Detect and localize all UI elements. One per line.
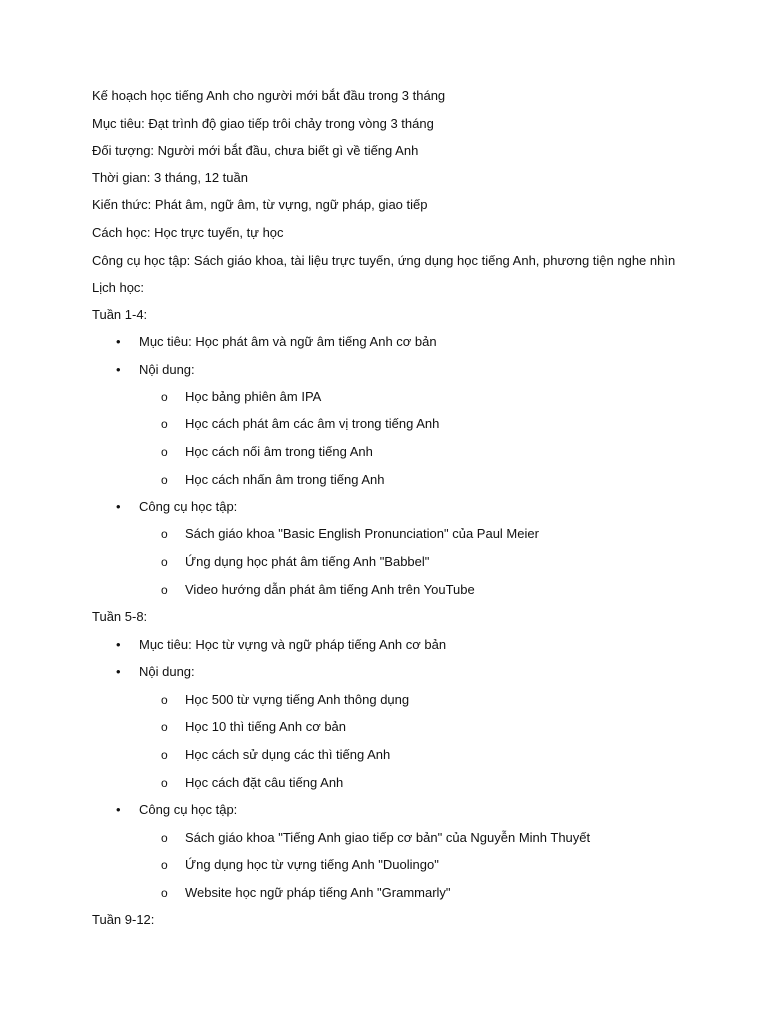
schedule-label: Lịch học: xyxy=(92,280,145,295)
list-item: Sách giáo khoa "Tiếng Anh giao tiếp cơ bản" của Nguyễn Minh Thuyết xyxy=(185,830,591,845)
sub-bullet-marker: o xyxy=(161,390,168,404)
sub-bullet-marker: o xyxy=(161,831,168,845)
sub-bullet-marker: o xyxy=(161,473,168,487)
duration-line: Thời gian: 3 tháng, 12 tuần xyxy=(92,170,248,185)
list-item: Học bảng phiên âm IPA xyxy=(185,389,322,404)
week-9-12-title: Tuần 9-12: xyxy=(92,912,155,927)
list-item: Học cách nối âm trong tiếng Anh xyxy=(185,444,373,459)
bullet-marker: • xyxy=(116,334,121,349)
goal-line: Mục tiêu: Đạt trình độ giao tiếp trôi chảy trong vòng 3 tháng xyxy=(92,116,434,131)
sub-bullet-marker: o xyxy=(161,886,168,900)
list-item: Ứng dụng học phát âm tiếng Anh "Babbel" xyxy=(185,554,430,569)
sub-bullet-marker: o xyxy=(161,776,168,790)
week-1-4-tools-label: Công cụ học tập: xyxy=(139,499,238,514)
list-item: Video hướng dẫn phát âm tiếng Anh trên YouTube xyxy=(185,582,475,597)
sub-bullet-marker: o xyxy=(161,583,168,597)
sub-bullet-marker: o xyxy=(161,693,168,707)
audience-line: Đối tượng: Người mới bắt đầu, chưa biết gì về tiếng Anh xyxy=(92,143,419,158)
week-1-4-content-label: Nội dung: xyxy=(139,362,195,377)
week-1-4-goal: Mục tiêu: Học phát âm và ngữ âm tiếng Anh cơ bản xyxy=(139,334,437,349)
list-item: Ứng dụng học từ vựng tiếng Anh "Duolingo" xyxy=(185,857,439,872)
sub-bullet-marker: o xyxy=(161,417,168,431)
bullet-marker: • xyxy=(116,664,121,679)
list-item: Sách giáo khoa "Basic English Pronunciation" của Paul Meier xyxy=(185,526,539,541)
week-5-8-goal: Mục tiêu: Học từ vựng và ngữ pháp tiếng Anh cơ bản xyxy=(139,637,447,652)
week-5-8-title: Tuần 5-8: xyxy=(92,609,148,624)
sub-bullet-marker: o xyxy=(161,720,168,734)
sub-bullet-marker: o xyxy=(161,748,168,762)
knowledge-line: Kiến thức: Phát âm, ngữ âm, từ vựng, ngữ pháp, giao tiếp xyxy=(92,197,428,212)
bullet-marker: • xyxy=(116,637,121,652)
sub-bullet-marker: o xyxy=(161,445,168,459)
list-item: Học 500 từ vựng tiếng Anh thông dụng xyxy=(185,692,410,707)
sub-bullet-marker: o xyxy=(161,527,168,541)
bullet-marker: • xyxy=(116,499,121,514)
list-item: Học 10 thì tiếng Anh cơ bản xyxy=(185,719,347,734)
list-item: Website học ngữ pháp tiếng Anh "Grammarly" xyxy=(185,885,451,900)
week-1-4-title: Tuần 1-4: xyxy=(92,307,148,322)
method-line: Cách học: Học trực tuyến, tự học xyxy=(92,225,284,240)
list-item: Học cách nhấn âm trong tiếng Anh xyxy=(185,472,385,487)
sub-bullet-marker: o xyxy=(161,555,168,569)
list-item: Học cách sử dụng các thì tiếng Anh xyxy=(185,747,391,762)
sub-bullet-marker: o xyxy=(161,858,168,872)
week-5-8-content-label: Nội dung: xyxy=(139,664,195,679)
list-item: Học cách đặt câu tiếng Anh xyxy=(185,775,344,790)
bullet-marker: • xyxy=(116,362,121,377)
list-item: Học cách phát âm các âm vị trong tiếng Anh xyxy=(185,416,440,431)
tools-line: Công cụ học tập: Sách giáo khoa, tài liệu trực tuyến, ứng dụng học tiếng Anh, phương tiện nghe nhìn xyxy=(92,253,676,268)
bullet-marker: • xyxy=(116,802,121,817)
document-title: Kế hoạch học tiếng Anh cho người mới bắt đầu trong 3 tháng xyxy=(92,88,446,103)
week-5-8-tools-label: Công cụ học tập: xyxy=(139,802,238,817)
